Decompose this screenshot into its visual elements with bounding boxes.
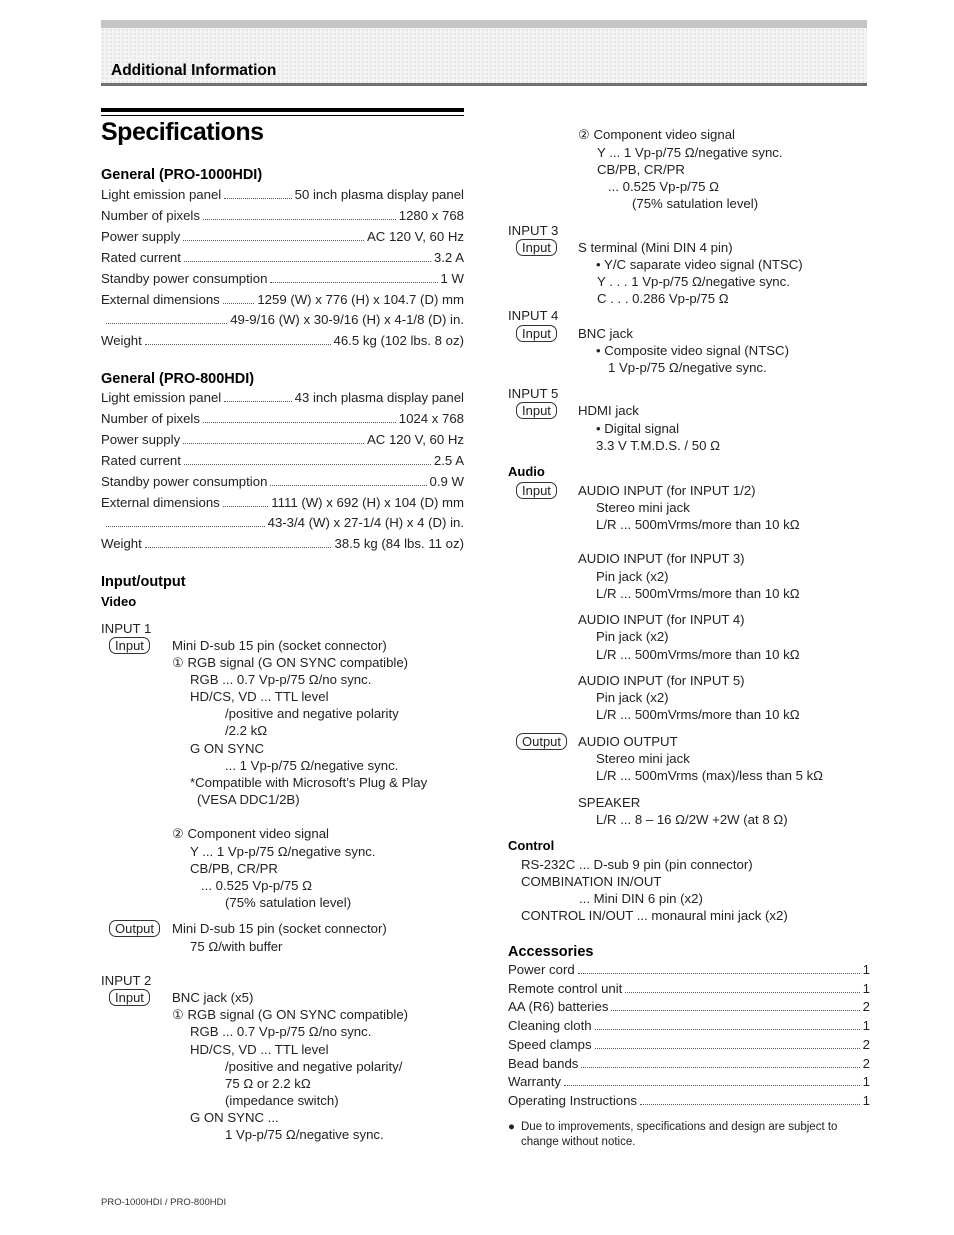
- audio-line: L/R ... 500mVrms/more than 10 kΩ: [596, 707, 800, 722]
- header-top-bar: [101, 20, 867, 28]
- accessory-label: Warranty: [508, 1074, 562, 1090]
- input2-cont-line: CB/PB, CR/PR: [597, 162, 685, 177]
- header-bottom-bar: [101, 83, 867, 86]
- general-800-value: 1111 (W) x 692 (H) x 104 (D) mm: [271, 494, 464, 510]
- general-1000-value: 3.2 A: [433, 249, 464, 265]
- audio-line: L/R ... 500mVrms/more than 10 kΩ: [596, 517, 800, 532]
- dot-leader: [270, 282, 437, 283]
- accessory-label: Bead bands: [508, 1055, 579, 1071]
- input5-line: HDMI jack: [578, 403, 639, 418]
- dot-leader: [223, 303, 255, 304]
- dot-leader: [595, 1048, 860, 1049]
- audio-line: Stereo mini jack: [596, 500, 690, 515]
- input2-cont-line: ... 0.525 Vp-p/75 Ω: [608, 179, 720, 194]
- dot-leader: [611, 1010, 859, 1011]
- accessory-value: 1: [862, 962, 870, 977]
- general-800-row: [101, 473, 464, 490]
- general-1000-label: Light emission panel: [101, 187, 222, 202]
- general-1000-label: Rated current: [101, 249, 181, 265]
- general-800-row: [101, 452, 464, 469]
- dot-leader: [145, 547, 332, 548]
- input2-line: /positive and negative polarity/: [225, 1059, 403, 1074]
- general-800-row: [101, 431, 464, 448]
- dot-leader: [183, 240, 364, 241]
- dot-leader: [183, 443, 364, 444]
- dot-leader: [625, 992, 859, 993]
- accessory-value: 1: [862, 980, 870, 996]
- dot-leader: [564, 1085, 860, 1086]
- input2-line: G ON SYNC ...: [190, 1110, 279, 1125]
- dot-leader: [145, 344, 331, 345]
- general-800-value: 0.9 W: [429, 473, 464, 489]
- general-800-row: [101, 494, 464, 511]
- bullet-icon: ●: [508, 1121, 515, 1133]
- input1-line: CB/PB, CR/PR: [190, 861, 278, 876]
- input3-line: S terminal (Mini DIN 4 pin): [578, 240, 733, 255]
- input1-line: *Compatible with Microsoft’s Plug & Play: [190, 775, 428, 790]
- audio-line: Pin jack (x2): [596, 690, 669, 705]
- input1-label: INPUT 1: [101, 621, 152, 636]
- accessory-row: [508, 1036, 870, 1053]
- input4-input-badge: Input: [516, 325, 557, 342]
- audio-line: Pin jack (x2): [596, 629, 669, 644]
- input1-line: Y ... 1 Vp-p/75 Ω/negative sync.: [190, 844, 376, 859]
- control-line: COMBINATION IN/OUT: [521, 874, 662, 889]
- general-800-label: Weight: [101, 536, 142, 552]
- general-800-row: [101, 389, 464, 406]
- accessory-label: Operating Instructions: [508, 1092, 638, 1108]
- general-800-label: Power supply: [101, 431, 181, 447]
- accessory-row: [508, 1055, 870, 1072]
- accessory-row: [508, 1092, 870, 1109]
- accessory-label: Power cord: [508, 962, 575, 977]
- title-rule-thin: [101, 115, 464, 116]
- section-header-band: [101, 20, 867, 86]
- input1-line: G ON SYNC: [190, 741, 265, 756]
- dot-leader: [203, 219, 396, 220]
- general-1000-row: [106, 311, 464, 328]
- input4-line: BNC jack: [578, 326, 633, 341]
- input4-label: INPUT 4: [508, 308, 559, 323]
- accessory-label: AA (R6) batteries: [508, 999, 609, 1015]
- general-1000-row: [101, 332, 464, 349]
- input1-input-badge: Input: [109, 637, 150, 654]
- input1-line: Mini D-sub 15 pin (socket connector): [172, 638, 387, 653]
- input2-cont-line: Y ... 1 Vp-p/75 Ω/negative sync.: [597, 145, 783, 160]
- general-800-value: AC 120 V, 60 Hz: [366, 431, 464, 447]
- input1-line: (75% satulation level): [225, 895, 352, 910]
- accessory-label: Cleaning cloth: [508, 1018, 592, 1034]
- input1-line: ② Component video signal: [172, 826, 329, 841]
- general-800-value: 43-3/4 (W) x 27-1/4 (H) x 4 (D) in.: [267, 515, 464, 531]
- input1-line: ... 0.525 Vp-p/75 Ω: [201, 878, 313, 893]
- general-1000-row: [101, 186, 464, 203]
- accessory-row: [508, 1073, 870, 1090]
- dot-leader: [270, 485, 426, 486]
- audio-line: AUDIO INPUT (for INPUT 4): [578, 612, 745, 627]
- audio-heading: Audio: [508, 464, 545, 479]
- input5-input-badge: Input: [516, 402, 557, 419]
- accessory-row: [508, 1017, 870, 1034]
- audio-output-line: L/R ... 500mVrms (max)/less than 5 kΩ: [596, 768, 824, 783]
- input2-line: RGB ... 0.7 Vp-p/75 Ω/no sync.: [190, 1024, 372, 1039]
- general-800-heading: General (PRO-800HDI): [101, 371, 255, 387]
- section-title: Additional Information: [111, 62, 277, 79]
- general-1000-value: 46.5 kg (102 lbs. 8 oz): [333, 333, 464, 349]
- input4-line: • Composite video signal (NTSC): [596, 343, 789, 358]
- dot-leader: [184, 464, 431, 465]
- audio-line: AUDIO INPUT (for INPUT 1/2): [578, 483, 756, 498]
- general-1000-value: AC 120 V, 60 Hz: [366, 228, 464, 244]
- input1-output-badge: Output: [109, 920, 160, 937]
- general-1000-label: Weight: [101, 333, 142, 349]
- dot-leader: [581, 1067, 859, 1068]
- accessory-row: [508, 998, 870, 1015]
- input3-label: INPUT 3: [508, 223, 559, 238]
- input2-cont-line: (75% satulation level): [632, 196, 759, 211]
- general-1000-row: [101, 207, 464, 224]
- general-800-label: Light emission panel: [101, 390, 222, 405]
- general-1000-value: 1280 x 768: [398, 207, 464, 223]
- control-heading: Control: [508, 838, 555, 853]
- input3-line: Y . . . 1 Vp-p/75 Ω/negative sync.: [597, 274, 790, 289]
- dot-leader: [106, 526, 265, 527]
- input2-cont-line: ② Component video signal: [578, 127, 735, 142]
- general-1000-row: [101, 228, 464, 245]
- dot-leader: [203, 422, 396, 423]
- general-1000-value: 49-9/16 (W) x 30-9/16 (H) x 4-1/8 (D) in.: [230, 312, 464, 328]
- accessories-heading: Accessories: [508, 944, 594, 960]
- audio-output-line: AUDIO OUTPUT: [578, 734, 678, 749]
- input5-label: INPUT 5: [508, 386, 559, 401]
- general-1000-value: 50 inch plasma display panel: [294, 187, 464, 202]
- input1-line: HD/CS, VD ... TTL level: [190, 689, 329, 704]
- accessory-value: 1: [862, 1092, 870, 1108]
- audio-line: AUDIO INPUT (for INPUT 3): [578, 551, 745, 566]
- dot-leader: [578, 973, 860, 974]
- audio-input-badge: Input: [516, 482, 557, 499]
- accessory-value: 2: [862, 1055, 870, 1071]
- input1-output-line: Mini D-sub 15 pin (socket connector): [172, 921, 387, 936]
- general-800-row: [101, 535, 464, 552]
- audio-output-line: Stereo mini jack: [596, 751, 690, 766]
- input1-line: ... 1 Vp-p/75 Ω/negative sync.: [225, 758, 399, 773]
- general-800-row: [101, 410, 464, 427]
- dot-leader: [106, 323, 227, 324]
- input2-label: INPUT 2: [101, 973, 152, 988]
- input1-line: RGB ... 0.7 Vp-p/75 Ω/no sync.: [190, 672, 372, 687]
- general-800-label: Rated current: [101, 452, 181, 468]
- general-1000-label: Standby power consumption: [101, 270, 268, 286]
- dot-leader: [184, 261, 431, 262]
- accessory-value: 1: [862, 1074, 870, 1090]
- accessory-label: Remote control unit: [508, 980, 623, 996]
- page-title: Specifications: [101, 118, 264, 146]
- input1-line: /positive and negative polarity: [225, 706, 399, 721]
- general-800-value: 1024 x 768: [398, 410, 464, 426]
- dot-leader: [224, 198, 291, 199]
- general-1000-value: 1 W: [440, 270, 464, 286]
- general-800-value: 2.5 A: [433, 452, 464, 468]
- input1-line: ① RGB signal (G ON SYNC compatible): [172, 655, 409, 670]
- audio-line: L/R ... 500mVrms/more than 10 kΩ: [596, 586, 800, 601]
- general-1000-heading: General (PRO-1000HDI): [101, 167, 263, 183]
- input2-line: 1 Vp-p/75 Ω/negative sync.: [225, 1127, 384, 1142]
- dot-leader: [640, 1104, 860, 1105]
- general-1000-label: Power supply: [101, 228, 181, 244]
- accessory-row: [508, 961, 870, 978]
- input2-input-badge: Input: [109, 989, 150, 1006]
- general-1000-row: [101, 249, 464, 266]
- general-800-value: 43 inch plasma display panel: [294, 390, 464, 405]
- input2-line: 75 Ω or 2.2 kΩ: [225, 1076, 311, 1091]
- general-1000-row: [101, 291, 464, 308]
- input2-line: HD/CS, VD ... TTL level: [190, 1042, 329, 1057]
- control-line: CONTROL IN/OUT ... monaural mini jack (x2): [521, 908, 788, 923]
- input1-output-line: 75 Ω/with buffer: [190, 939, 283, 954]
- dot-leader: [223, 506, 269, 507]
- input3-input-badge: Input: [516, 239, 557, 256]
- page-footer: PRO-1000HDI / PRO-800HDI: [101, 1197, 227, 1208]
- general-1000-value: 1259 (W) x 776 (H) x 104.7 (D) mm: [257, 291, 464, 307]
- control-line: ... Mini DIN 6 pin (x2): [579, 891, 703, 906]
- io-heading: Input/output: [101, 574, 186, 590]
- input1-line: /2.2 kΩ: [225, 723, 268, 738]
- dot-leader: [595, 1029, 860, 1030]
- disclaimer-text: Due to improvements, specifications and design are subject to change without notice.: [521, 1121, 838, 1148]
- input5-line: • Digital signal: [596, 421, 680, 436]
- accessory-value: 2: [862, 1036, 870, 1052]
- accessory-value: 1: [862, 1018, 870, 1034]
- accessory-label: Speed clamps: [508, 1036, 592, 1052]
- input4-line: 1 Vp-p/75 Ω/negative sync.: [608, 360, 767, 375]
- input2-line: BNC jack (x5): [172, 990, 254, 1005]
- title-rule-thick: [101, 108, 464, 112]
- general-800-label: External dimensions: [101, 494, 220, 510]
- general-1000-row: [101, 270, 464, 287]
- input1-line: (VESA DDC1/2B): [197, 792, 300, 807]
- general-1000-label: Number of pixels: [101, 207, 200, 223]
- input2-line: (impedance switch): [225, 1093, 339, 1108]
- video-heading: Video: [101, 594, 137, 609]
- dot-leader: [224, 401, 291, 402]
- general-800-value: 38.5 kg (84 lbs. 11 oz): [334, 536, 464, 552]
- input3-line: • Y/C saparate video signal (NTSC): [596, 257, 803, 272]
- input2-line: ① RGB signal (G ON SYNC compatible): [172, 1007, 409, 1022]
- control-line: RS-232C ... D-sub 9 pin (pin connector): [521, 857, 753, 872]
- speaker-line: SPEAKER: [578, 795, 641, 810]
- audio-line: Pin jack (x2): [596, 569, 669, 584]
- input5-line: 3.3 V T.M.D.S. / 50 Ω: [596, 438, 720, 453]
- audio-line: AUDIO INPUT (for INPUT 5): [578, 673, 745, 688]
- input3-line: C . . . 0.286 Vp-p/75 Ω: [597, 291, 729, 306]
- audio-output-badge: Output: [516, 733, 567, 750]
- general-800-row: [106, 514, 464, 531]
- general-800-label: Number of pixels: [101, 410, 200, 426]
- accessory-row: [508, 980, 870, 997]
- speaker-line: L/R ... 8 – 16 Ω/2W +2W (at 8 Ω): [596, 812, 788, 827]
- audio-line: L/R ... 500mVrms/more than 10 kΩ: [596, 647, 800, 662]
- accessory-value: 2: [862, 999, 870, 1015]
- general-1000-label: External dimensions: [101, 291, 220, 307]
- general-800-label: Standby power consumption: [101, 473, 268, 489]
